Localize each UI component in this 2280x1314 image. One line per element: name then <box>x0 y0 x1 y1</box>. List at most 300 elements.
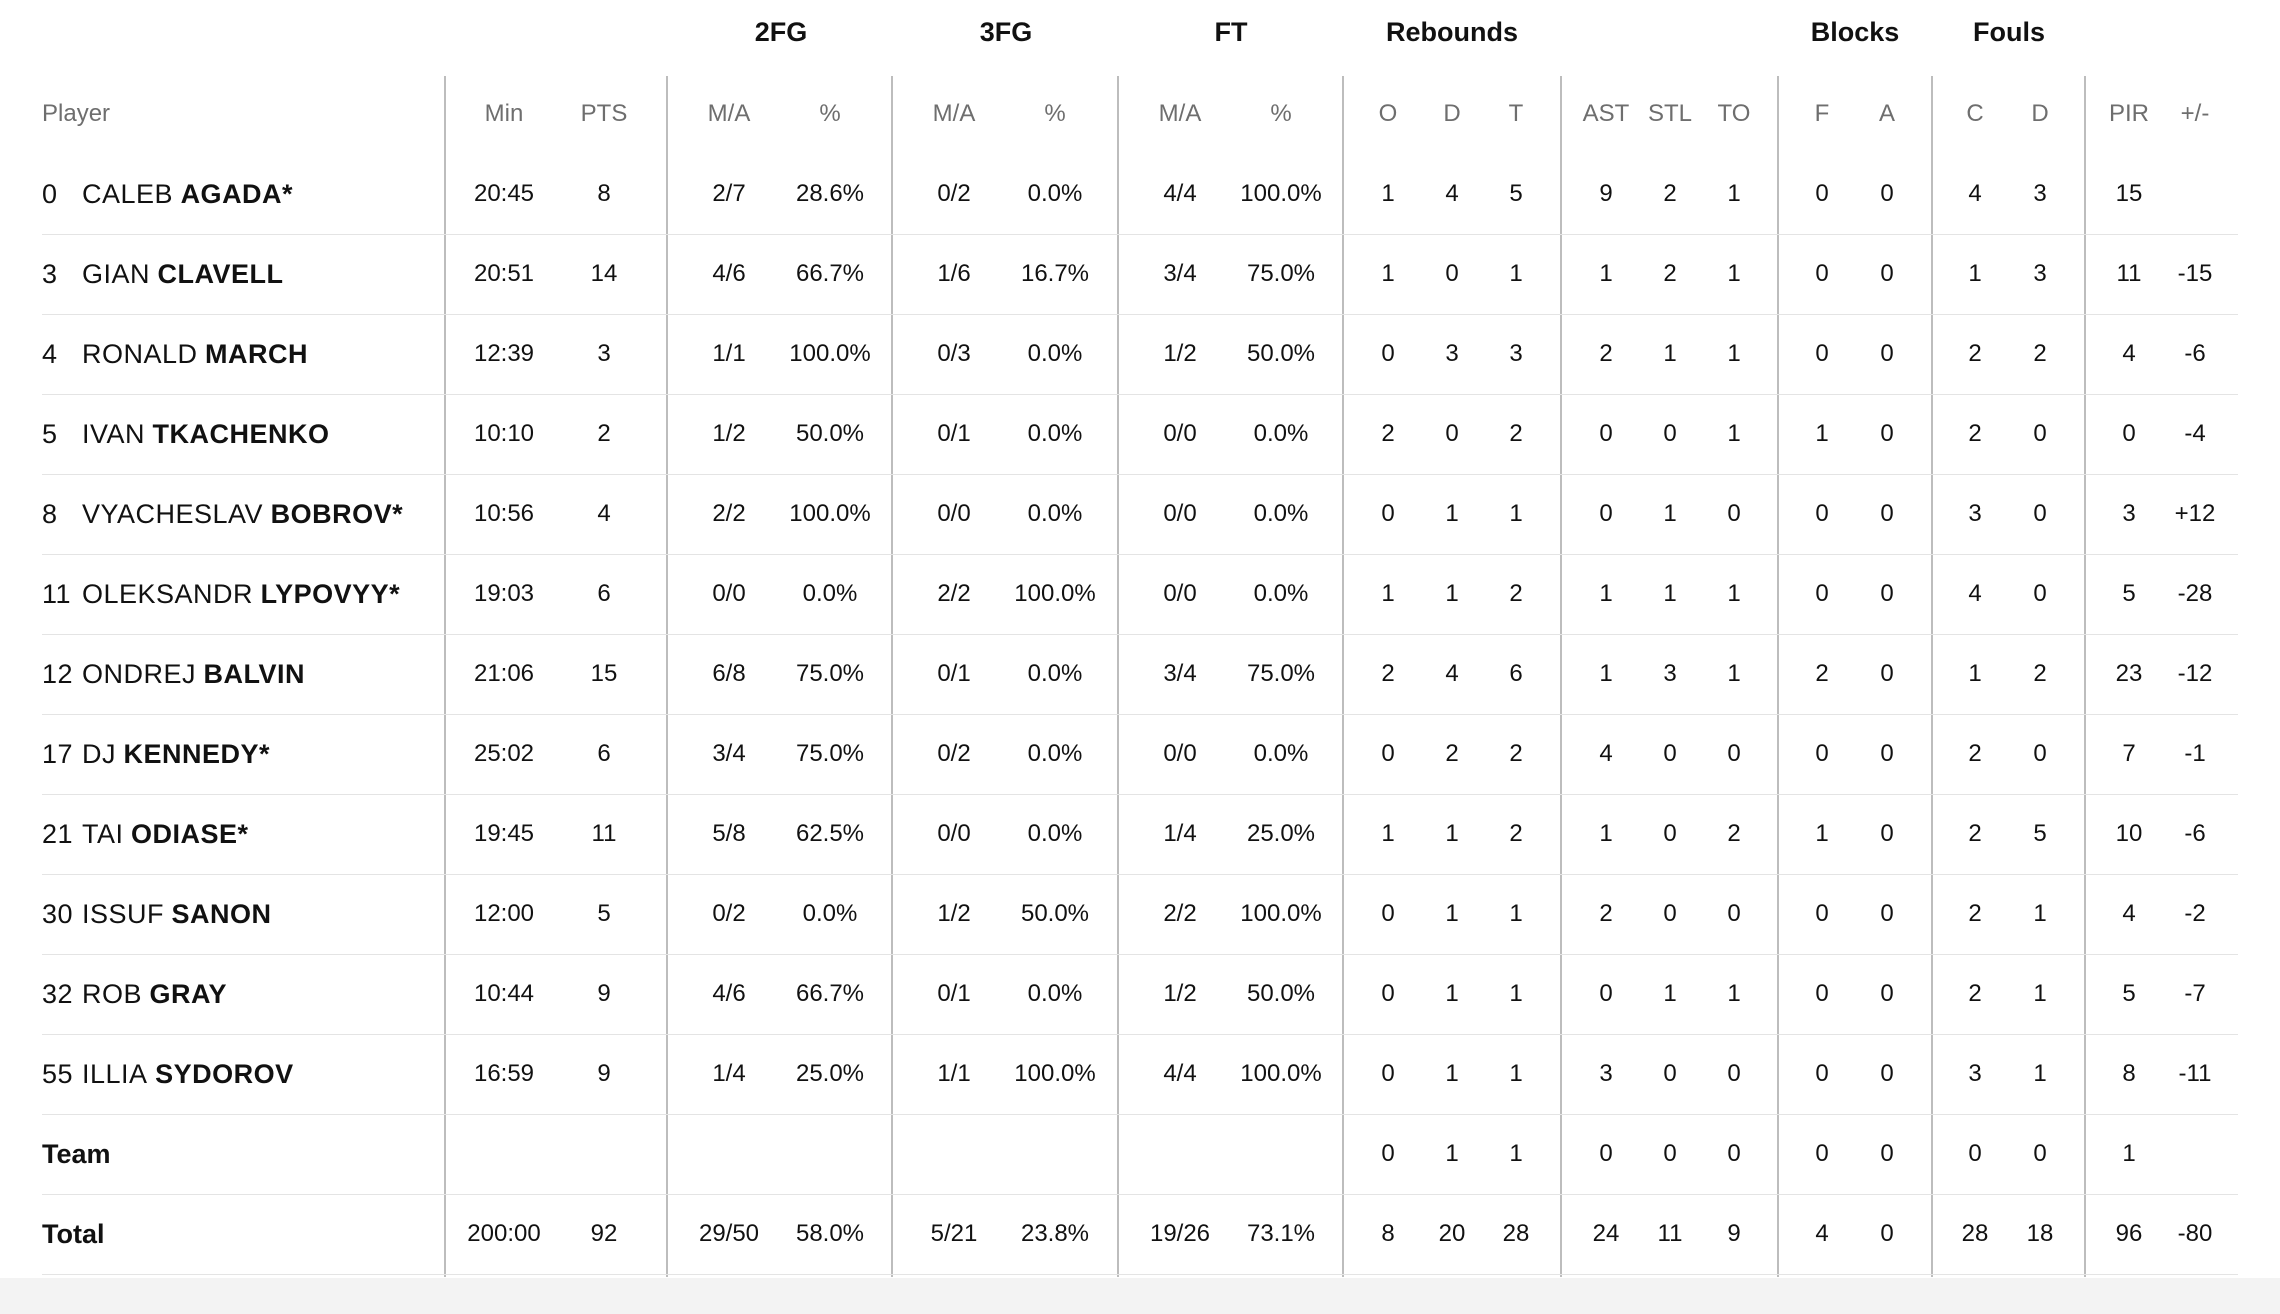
stat-blk-for: 0 <box>1815 340 1829 367</box>
player-last-name: SYDOROV <box>155 1059 294 1089</box>
stat-reb-off: 0 <box>1381 1140 1395 1167</box>
stat-2fg-pct: 62.5% <box>795 820 865 847</box>
stat-foul-drawn: 3 <box>2033 260 2047 287</box>
stat-pts: 3 <box>597 340 611 367</box>
stat-to: 2 <box>1727 820 1741 847</box>
group-title-ft: FT <box>1214 17 1248 47</box>
ast-header[interactable]: AST <box>1582 100 1630 127</box>
stat-reb-off: 0 <box>1381 1060 1395 1087</box>
blk-for-header[interactable]: F <box>1814 100 1830 127</box>
stat-foul-drawn: 18 <box>2026 1220 2054 1247</box>
table-row[interactable] <box>42 714 2238 795</box>
player-name-cell[interactable] <box>42 474 432 554</box>
stat-blk-against: 0 <box>1880 500 1894 527</box>
stat-ft-ma: 1/2 <box>1163 340 1197 367</box>
stat-2fg-pct: 58.0% <box>795 1220 865 1247</box>
stat-reb-def: 1 <box>1445 1140 1459 1167</box>
stat-to: 1 <box>1727 420 1741 447</box>
stat-pts: 9 <box>597 1060 611 1087</box>
stat-foul-committed: 4 <box>1968 580 1982 607</box>
stat-reb-total: 2 <box>1509 820 1523 847</box>
stat-min: 20:51 <box>473 260 535 287</box>
foul-drawn-header[interactable]: D <box>2031 100 2049 127</box>
stat-pir: 96 <box>2115 1220 2143 1247</box>
player-first-name: VYACHESLAV <box>82 499 264 529</box>
stat-pir: 3 <box>2122 500 2136 527</box>
stat-reb-off: 0 <box>1381 900 1395 927</box>
stat-2fg-ma: 0/2 <box>712 900 746 927</box>
stat-ft-pct: 25.0% <box>1246 820 1316 847</box>
stat-plus-minus: -6 <box>2184 820 2206 847</box>
stat-blk-for: 1 <box>1815 820 1829 847</box>
stat-to: 1 <box>1727 980 1741 1007</box>
stat-2fg-ma: 4/6 <box>712 260 746 287</box>
stat-foul-committed: 2 <box>1968 900 1982 927</box>
stat-plus-minus: -12 <box>2177 660 2213 687</box>
stat-stl: 2 <box>1663 180 1677 207</box>
stat-reb-off: 0 <box>1381 500 1395 527</box>
stat-foul-committed: 3 <box>1968 500 1982 527</box>
stat-3fg-ma: 0/2 <box>937 740 971 767</box>
stat-foul-drawn: 3 <box>2033 180 2047 207</box>
stat-foul-drawn: 2 <box>2033 340 2047 367</box>
stat-ft-pct: 0.0% <box>1253 500 1309 527</box>
player-first-name: ILLIA <box>82 1059 148 1089</box>
stat-3fg-ma: 2/2 <box>937 580 971 607</box>
stat-reb-def: 3 <box>1445 340 1459 367</box>
stl-header[interactable]: STL <box>1647 100 1692 127</box>
stat-pts: 4 <box>597 500 611 527</box>
player-last-name: KENNEDY* <box>123 739 271 769</box>
stat-ft-pct: 100.0% <box>1240 180 1322 207</box>
stat-plus-minus: -4 <box>2184 420 2206 447</box>
player-last-name: SANON <box>171 899 272 929</box>
player-last-name: TKACHENKO <box>152 419 330 449</box>
player-name-cell[interactable] <box>42 554 432 634</box>
player-name-cell[interactable] <box>42 154 432 234</box>
table-row[interactable] <box>42 634 2238 715</box>
stat-3fg-ma: 0/1 <box>937 980 971 1007</box>
player-number: 5 <box>42 419 58 449</box>
stat-3fg-pct: 0.0% <box>1027 180 1083 207</box>
player-name-cell[interactable] <box>42 1034 432 1114</box>
stat-reb-total: 1 <box>1509 1060 1523 1087</box>
stat-ast: 9 <box>1599 180 1613 207</box>
player-last-name: BALVIN <box>203 659 306 689</box>
team-row <box>42 1114 2238 1195</box>
player-number: 17 <box>42 739 74 769</box>
stat-min: 200:00 <box>467 1220 541 1247</box>
stat-pir: 8 <box>2122 1060 2136 1087</box>
player-last-name: GRAY <box>149 979 228 1009</box>
player-number: 4 <box>42 339 58 369</box>
stat-plus-minus: -6 <box>2184 340 2206 367</box>
stat-2fg-ma: 29/50 <box>698 1220 760 1247</box>
stat-reb-total: 3 <box>1509 340 1523 367</box>
stat-plus-minus: -15 <box>2177 260 2213 287</box>
3fg-pct-header[interactable]: % <box>1044 100 1066 127</box>
stat-ft-pct: 50.0% <box>1246 340 1316 367</box>
stat-reb-off: 2 <box>1381 660 1395 687</box>
stat-stl: 1 <box>1663 580 1677 607</box>
stat-to: 0 <box>1727 1060 1741 1087</box>
stat-pts: 11 <box>591 820 617 847</box>
player-first-name: ISSUF <box>82 899 165 929</box>
stat-pir: 5 <box>2122 580 2136 607</box>
player-header: Player <box>42 100 111 127</box>
stat-ast: 1 <box>1599 820 1613 847</box>
stat-foul-drawn: 2 <box>2033 660 2047 687</box>
stat-pts: 14 <box>590 260 618 287</box>
stat-blk-against: 0 <box>1880 180 1894 207</box>
reb-off-header[interactable]: O <box>1378 100 1398 127</box>
stat-2fg-pct: 66.7% <box>795 260 865 287</box>
stat-blk-against: 0 <box>1880 260 1894 287</box>
stat-ft-ma: 4/4 <box>1163 180 1197 207</box>
stat-min: 10:10 <box>473 420 535 447</box>
stat-stl: 0 <box>1663 900 1677 927</box>
stat-2fg-pct: 0.0% <box>802 580 858 607</box>
stat-blk-for: 0 <box>1815 260 1829 287</box>
table-row[interactable] <box>42 314 2238 395</box>
stat-ast: 1 <box>1599 260 1613 287</box>
stat-ast: 4 <box>1599 740 1613 767</box>
stat-pir: 1 <box>2122 1140 2136 1167</box>
stat-2fg-pct: 25.0% <box>795 1060 865 1087</box>
pir-header[interactable]: PIR <box>2108 100 2149 127</box>
stat-to: 0 <box>1727 740 1741 767</box>
stat-2fg-pct: 50.0% <box>795 420 865 447</box>
stat-stl: 1 <box>1663 340 1677 367</box>
stat-reb-off: 1 <box>1381 260 1395 287</box>
player-name-cell[interactable] <box>42 314 432 394</box>
stat-plus-minus: -1 <box>2184 740 2206 767</box>
player-first-name: GIAN <box>82 259 151 289</box>
player-number: 32 <box>42 979 74 1009</box>
player-number: 8 <box>42 499 58 529</box>
group-title-rebounds: Rebounds <box>1386 17 1518 47</box>
reb-def-header[interactable]: D <box>1443 100 1461 127</box>
stat-pts: 92 <box>590 1220 618 1247</box>
2fg-ma-header[interactable]: M/A <box>707 100 751 127</box>
stat-pir: 11 <box>2116 260 2142 287</box>
stat-plus-minus: +12 <box>2174 500 2216 527</box>
stat-stl: 2 <box>1663 260 1677 287</box>
player-name-cell[interactable] <box>42 234 432 314</box>
stat-ft-ma: 0/0 <box>1163 500 1197 527</box>
stat-reb-total: 1 <box>1509 500 1523 527</box>
stat-2fg-pct: 28.6% <box>795 180 865 207</box>
stat-min: 19:45 <box>473 820 535 847</box>
stat-2fg-ma: 1/2 <box>712 420 746 447</box>
ft-pct-header[interactable]: % <box>1270 100 1292 127</box>
table-row[interactable] <box>42 394 2238 475</box>
stat-pts: 6 <box>597 740 611 767</box>
stat-reb-total: 1 <box>1509 260 1523 287</box>
stat-3fg-ma: 1/2 <box>937 900 971 927</box>
stat-reb-total: 1 <box>1509 900 1523 927</box>
table-row[interactable] <box>42 794 2238 875</box>
stat-ft-ma: 3/4 <box>1163 260 1197 287</box>
stat-reb-def: 0 <box>1445 260 1459 287</box>
stat-stl: 0 <box>1663 1140 1677 1167</box>
table-row[interactable] <box>42 554 2238 635</box>
stat-min: 25:02 <box>473 740 535 767</box>
player-first-name: DJ <box>82 739 116 769</box>
stat-3fg-ma: 1/1 <box>937 1060 971 1087</box>
stat-3fg-pct: 0.0% <box>1027 420 1083 447</box>
group-title-blocks: Blocks <box>1810 17 1900 47</box>
stat-2fg-pct: 100.0% <box>789 340 871 367</box>
stat-pir: 23 <box>2115 660 2143 687</box>
stat-min: 10:56 <box>473 500 535 527</box>
player-name-cell[interactable] <box>42 794 432 874</box>
player-number: 12 <box>42 659 74 689</box>
stat-blk-against: 0 <box>1880 580 1894 607</box>
total-row-label: Total <box>42 1219 105 1249</box>
player-last-name: CLAVELL <box>157 259 284 289</box>
stat-pts: 5 <box>597 900 611 927</box>
stat-pts <box>544 1114 664 1194</box>
stat-3fg-pct: 0.0% <box>1027 820 1083 847</box>
stat-3fg-ma: 0/3 <box>937 340 971 367</box>
stat-3fg-pct: 100.0% <box>1014 580 1096 607</box>
stat-reb-off: 2 <box>1381 420 1395 447</box>
player-name-cell[interactable] <box>42 874 432 954</box>
stat-min: 21:06 <box>473 660 535 687</box>
stat-3fg-ma: 0/1 <box>937 420 971 447</box>
stat-ft-pct: 100.0% <box>1240 1060 1322 1087</box>
min-header[interactable]: Min <box>484 100 524 127</box>
stat-blk-against: 0 <box>1880 420 1894 447</box>
stat-reb-def: 4 <box>1445 180 1459 207</box>
stat-reb-def: 1 <box>1445 980 1459 1007</box>
stat-blk-against: 0 <box>1880 1220 1894 1247</box>
player-number: 55 <box>42 1059 74 1089</box>
stat-2fg-ma: 5/8 <box>712 820 746 847</box>
stat-3fg-pct: 0.0% <box>1027 740 1083 767</box>
stat-min: 10:44 <box>473 980 535 1007</box>
stat-3fg-pct: 0.0% <box>1027 660 1083 687</box>
player-number: 0 <box>42 179 58 209</box>
stat-pts: 9 <box>597 980 611 1007</box>
stat-foul-committed: 2 <box>1968 340 1982 367</box>
stat-min: 12:00 <box>473 900 535 927</box>
stat-ast: 0 <box>1599 500 1613 527</box>
player-name-cell[interactable] <box>42 714 432 794</box>
stat-stl: 11 <box>1657 1220 1683 1247</box>
stat-stl: 1 <box>1663 980 1677 1007</box>
table-row[interactable] <box>42 234 2238 315</box>
player-last-name: MARCH <box>205 339 309 369</box>
stat-blk-for: 0 <box>1815 740 1829 767</box>
stat-reb-total: 5 <box>1509 180 1523 207</box>
player-name-cell[interactable] <box>42 634 432 714</box>
stat-ast: 0 <box>1599 980 1613 1007</box>
total-row <box>42 1194 2238 1275</box>
pts-header[interactable]: PTS <box>580 100 628 127</box>
player-first-name: ONDREJ <box>82 659 197 689</box>
stat-min: 19:03 <box>473 580 535 607</box>
stat-reb-def: 2 <box>1445 740 1459 767</box>
stat-ft-pct: 0.0% <box>1253 580 1309 607</box>
ft-ma-header[interactable]: M/A <box>1158 100 1202 127</box>
stat-3fg-ma: 1/6 <box>937 260 971 287</box>
stat-foul-drawn: 0 <box>2033 740 2047 767</box>
stat-pir: 10 <box>2115 820 2143 847</box>
stat-ast: 1 <box>1599 580 1613 607</box>
player-first-name: IVAN <box>82 419 146 449</box>
plus-minus-header[interactable]: +/- <box>2180 100 2210 127</box>
stat-reb-def: 4 <box>1445 660 1459 687</box>
stat-plus-minus: -28 <box>2177 580 2213 607</box>
stat-blk-for: 0 <box>1815 900 1829 927</box>
player-name-cell[interactable] <box>42 394 432 474</box>
stat-3fg-pct: 23.8% <box>1020 1220 1090 1247</box>
stat-2fg-ma: 2/2 <box>712 500 746 527</box>
stat-to: 0 <box>1727 900 1741 927</box>
reb-total-header[interactable]: T <box>1508 100 1524 127</box>
stat-blk-against: 0 <box>1880 660 1894 687</box>
stat-blk-for: 0 <box>1815 980 1829 1007</box>
stat-stl: 1 <box>1663 500 1677 527</box>
stat-foul-drawn: 5 <box>2033 820 2047 847</box>
stat-2fg-ma: 6/8 <box>712 660 746 687</box>
stat-3fg-pct: 50.0% <box>1020 900 1090 927</box>
stat-reb-def: 1 <box>1445 500 1459 527</box>
stat-3fg-pct: 0.0% <box>1027 340 1083 367</box>
stat-ft-ma: 3/4 <box>1163 660 1197 687</box>
stat-reb-off: 0 <box>1381 740 1395 767</box>
group-title-2fg: 2FG <box>754 17 808 47</box>
blk-against-header[interactable]: A <box>1878 100 1895 127</box>
stat-to: 9 <box>1727 1220 1741 1247</box>
foul-committed-header[interactable]: C <box>1966 100 1984 127</box>
player-number: 21 <box>42 819 74 849</box>
stat-pir: 4 <box>2122 900 2136 927</box>
stat-pir: 5 <box>2122 980 2136 1007</box>
stat-ft-ma: 1/2 <box>1163 980 1197 1007</box>
stat-foul-committed: 3 <box>1968 1060 1982 1087</box>
stat-ft-ma: 0/0 <box>1163 740 1197 767</box>
stat-to: 1 <box>1727 660 1741 687</box>
team-row-label: Team <box>42 1139 111 1169</box>
table-row[interactable] <box>42 874 2238 955</box>
stat-ft-pct: 73.1% <box>1246 1220 1316 1247</box>
page-footer-strip <box>0 1278 2280 1314</box>
stat-3fg-pct: 0.0% <box>1027 500 1083 527</box>
stat-reb-off: 0 <box>1381 980 1395 1007</box>
player-number: 3 <box>42 259 58 289</box>
stat-pir: 15 <box>2115 180 2143 207</box>
player-last-name: LYPOVYY* <box>260 579 401 609</box>
player-first-name: TAI <box>82 819 124 849</box>
stat-reb-def: 1 <box>1445 580 1459 607</box>
stat-3fg-ma: 5/21 <box>930 1220 978 1247</box>
stat-blk-for: 0 <box>1815 580 1829 607</box>
stat-plus-minus: -2 <box>2184 900 2206 927</box>
stat-to: 0 <box>1727 500 1741 527</box>
stat-ft-pct: 0.0% <box>1253 420 1309 447</box>
stat-pts: 15 <box>590 660 618 687</box>
stat-to: 1 <box>1727 580 1741 607</box>
stat-plus-minus: -11 <box>2178 1060 2212 1087</box>
stat-ast: 24 <box>1592 1220 1620 1247</box>
stat-foul-drawn: 1 <box>2033 1060 2047 1087</box>
stat-blk-against: 0 <box>1880 340 1894 367</box>
stat-stl: 0 <box>1663 420 1677 447</box>
stat-ast: 2 <box>1599 900 1613 927</box>
stat-foul-committed: 28 <box>1961 1220 1989 1247</box>
stat-2fg-pct: 75.0% <box>795 660 865 687</box>
stat-foul-committed: 4 <box>1968 180 1982 207</box>
stat-2fg-ma: 0/0 <box>712 580 746 607</box>
stat-foul-committed: 0 <box>1968 1140 1982 1167</box>
stat-min: 16:59 <box>473 1060 535 1087</box>
stat-blk-for: 0 <box>1815 1060 1829 1087</box>
stat-reb-total: 28 <box>1502 1220 1530 1247</box>
stat-2fg-ma: 4/6 <box>712 980 746 1007</box>
stat-foul-committed: 2 <box>1968 980 1982 1007</box>
stat-foul-drawn: 0 <box>2033 420 2047 447</box>
stat-pts: 6 <box>597 580 611 607</box>
stat-stl: 0 <box>1663 1060 1677 1087</box>
stat-reb-total: 2 <box>1509 420 1523 447</box>
stat-ft-pct: 50.0% <box>1246 980 1316 1007</box>
stat-reb-def: 1 <box>1445 820 1459 847</box>
stat-ft-ma: 19/26 <box>1149 1220 1211 1247</box>
stat-plus-minus <box>2135 154 2255 234</box>
stat-3fg-ma: 0/1 <box>937 660 971 687</box>
player-last-name: BOBROV* <box>270 499 404 529</box>
player-number: 30 <box>42 899 74 929</box>
stat-ft-ma: 1/4 <box>1163 820 1197 847</box>
stat-foul-drawn: 1 <box>2033 900 2047 927</box>
stat-reb-total: 1 <box>1509 1140 1523 1167</box>
table-row[interactable] <box>42 1034 2238 1115</box>
player-number: 11 <box>42 579 72 609</box>
stat-2fg-pct <box>770 1114 890 1194</box>
table-row[interactable] <box>42 474 2238 555</box>
player-name-cell[interactable] <box>42 954 432 1034</box>
stat-ft-ma: 4/4 <box>1163 1060 1197 1087</box>
table-row[interactable] <box>42 954 2238 1035</box>
stat-ft-pct <box>1221 1114 1341 1194</box>
stat-reb-off: 0 <box>1381 340 1395 367</box>
3fg-ma-header[interactable]: M/A <box>932 100 976 127</box>
stat-ast: 0 <box>1599 1140 1613 1167</box>
stat-2fg-ma: 2/7 <box>712 180 746 207</box>
stat-2fg-ma: 3/4 <box>712 740 746 767</box>
stat-ft-ma: 2/2 <box>1163 900 1197 927</box>
stat-plus-minus <box>2135 1114 2255 1194</box>
stat-ft-pct: 75.0% <box>1246 660 1316 687</box>
stat-pir: 4 <box>2122 340 2136 367</box>
stat-blk-against: 0 <box>1880 900 1894 927</box>
stat-pts: 2 <box>597 420 611 447</box>
stat-2fg-pct: 75.0% <box>795 740 865 767</box>
stat-3fg-pct: 0.0% <box>1027 980 1083 1007</box>
stat-3fg-pct <box>995 1114 1115 1194</box>
2fg-pct-header[interactable]: % <box>819 100 841 127</box>
stat-pir: 0 <box>2122 420 2136 447</box>
table-row[interactable] <box>42 154 2238 235</box>
stat-foul-committed: 2 <box>1968 740 1982 767</box>
stat-to: 1 <box>1727 260 1741 287</box>
stat-ast: 3 <box>1599 1060 1613 1087</box>
to-header[interactable]: TO <box>1717 100 1751 127</box>
stat-pir: 7 <box>2122 740 2136 767</box>
